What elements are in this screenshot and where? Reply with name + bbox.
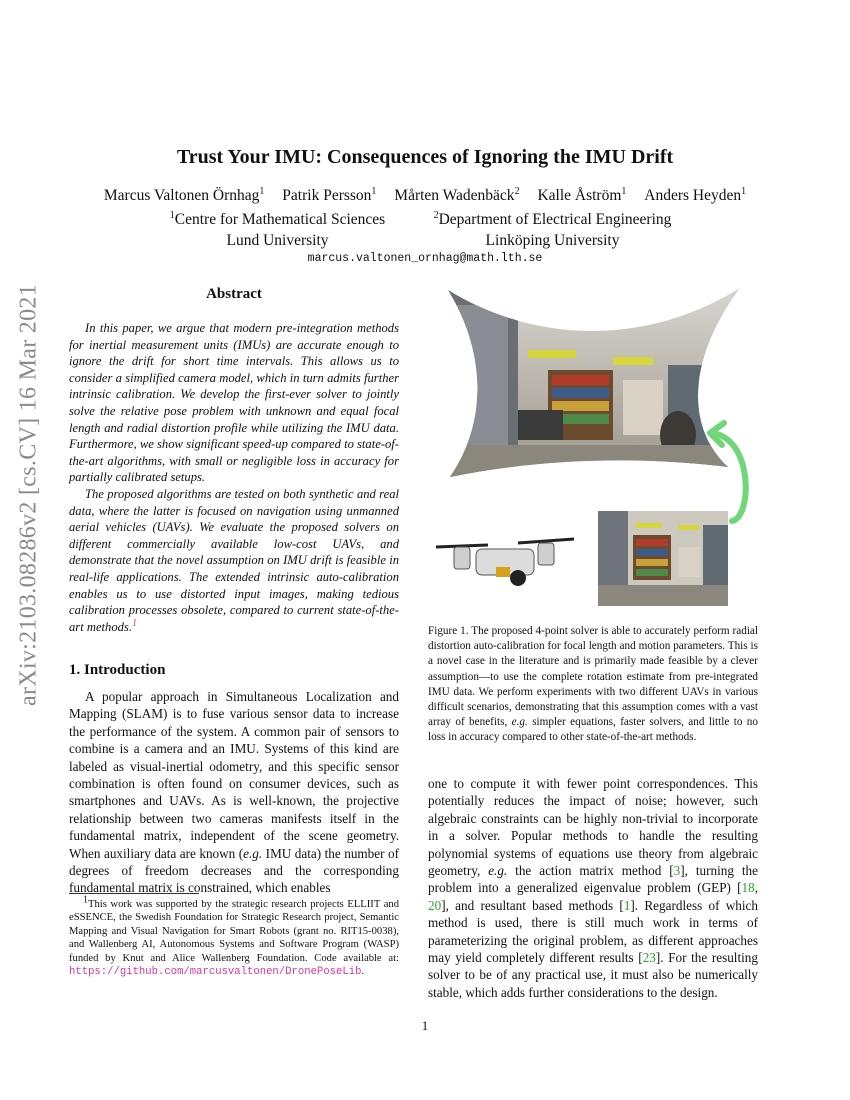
affiliation-1: $^1$Centre for Mathematical Sciences Lund University <box>169 209 386 249</box>
author-list <box>0 187 850 205</box>
undistorted-room-photo <box>598 511 728 606</box>
right-column-body: one to compute it with fewer point correspondences. This potentially reduces the impact of noise; however, such algebraic constraints can be highly non-trivial to incorporate in a solver. Popular methods to handle the resulting polynomial systems of equations use theory from algebraic geometry, e.g. the action matrix method [3], turning the problem into a generalized eigenvalue problem (GEP) [18, 20], and resultant based methods [1]. Regardless of which method is used, there is still much work in terms of parameterizing the original problem, as different approaches may yield completely different results [23]. For the resulting solver to be of any practical use, it must also be numerically stable, which adds further considerations to the design. <box>428 776 758 1000</box>
author: Marcus Valtonen Örnhag$^1$ <box>103 185 265 204</box>
code-link[interactable]: https://github.com/marcusvaltonen/DronePoseLib <box>69 966 362 979</box>
abstract-body <box>69 320 399 635</box>
citation-link[interactable]: 1 <box>623 897 631 913</box>
introduction-body <box>69 688 399 897</box>
arxiv-sidebar <box>4 283 54 707</box>
citation-link[interactable]: 23 <box>642 950 656 966</box>
citation-link[interactable]: 20 <box>428 897 442 913</box>
footnote-marker[interactable]: 1 <box>131 617 137 629</box>
distorted-room-image <box>428 285 760 485</box>
figure-1 <box>428 285 760 617</box>
contact-email[interactable]: marcus.valtonen_ornhag@math.lth.se <box>307 252 543 265</box>
citation-link[interactable]: 3 <box>673 863 681 879</box>
page-number: 1 <box>421 1018 429 1033</box>
author: Patrik Persson$^1$ <box>282 185 377 204</box>
footnote: $^1$This work was supported by the strategic research projects ELLIIT and eSSENCE, the Swedish Foundation for Strategic Research project, Semantic Mapping and Visual Navigation for Smart Robots (grant no. RIT15-0038), and Wallenberg AI, Autonomous Systems and Software Program (WASP) funded by Knut and Alice Wallenberg Foundation. Code available at: https://github.com/marcusvaltonen/DronePoseLib. <box>69 894 399 979</box>
figure-caption: Figure 1. The proposed 4-point solver is able to accurately perform radial distortion auto-calibration for focal length and motion parameters. This is a novel case in the literature and is primarily made feasible by a clever assumption—to use the complete rotation estimate from pre-integrated IMU data. We perform experiments with two different UAVs in various difficult scenarios, demonstrating that this assumption comes with a vast array of benefits, e.g. simpler equations, faster solvers, and little to no loss in accuracy compared to other state-of-the-art methods. <box>428 625 758 744</box>
abstract-paragraph: The proposed algorithms are tested on both synthetic and real data, where the latter is focused on navigation using unmanned aerial vehicles (UAVs). We evaluate the proposed solvers on different commercially available low-cost UAVs, and demonstrate that the novel assumption on IMU drift is feasible in real-life applications. The extended intrinsic auto-calibration enables us to use distorted input images, making tedious calibration processes obsolete, compared to current state-of-the-art methods.$^1$ <box>69 486 399 634</box>
drone-image <box>436 539 574 586</box>
correction-arrow <box>710 423 746 521</box>
arxiv-identifier: arXiv:2103.08286v2 [cs.CV] 16 Mar 2021 <box>15 283 42 707</box>
intro-paragraph: A popular approach in Simultaneous Localization and Mapping (SLAM) is to fuse various sensor data to increase the performance of the system. A common pair of sensors to combine is a camera and an IMU. Systems of this kind are labeled as visual-inertial odometry, and this specific sensor combination is often found on consumer devices, such as smartphones and UAVs. As is well-known, the projective relationship between two cameras manifests itself in the fundamental matrix, independent of the scene geometry. When auxiliary data are known (e.g. IMU data) the number of degrees of freedom decreases and the corresponding fundamental matrix is constrained, which enables <box>69 689 399 896</box>
author: Mårten Wadenbäck$^2$ <box>394 185 520 204</box>
abstract-paragraph: In this paper, we argue that modern pre-integration methods for inertial measurement units (IMUs) are accurate enough to ignore the drift for short time intervals. This allows us to consider a simplified camera model, which in turn admits further intrinsic calibration. We develop the first-ever solver to jointly solve the relative pose problem with unknown and equal focal length and radial distortion profile while utilizing the IMU data. Furthermore, we show significant speed-up compared to state-of-the-art algorithms, with small or negligible loss in accuracy for partially calibrated setups. <box>69 321 399 485</box>
footnote-rule <box>69 893 199 894</box>
paper-title: Trust Your IMU: Consequences of Ignoring the IMU Drift <box>176 146 674 168</box>
abstract-heading: Abstract <box>206 286 262 302</box>
affiliation-2: $^2$Department of Electrical Engineering Linköping University <box>433 209 672 249</box>
author: Anders Heyden$^1$ <box>644 185 747 204</box>
author: Kalle Åström$^1$ <box>537 185 627 204</box>
section-heading-introduction: 1. Introduction <box>69 662 166 678</box>
citation-link[interactable]: 18 <box>741 880 755 896</box>
